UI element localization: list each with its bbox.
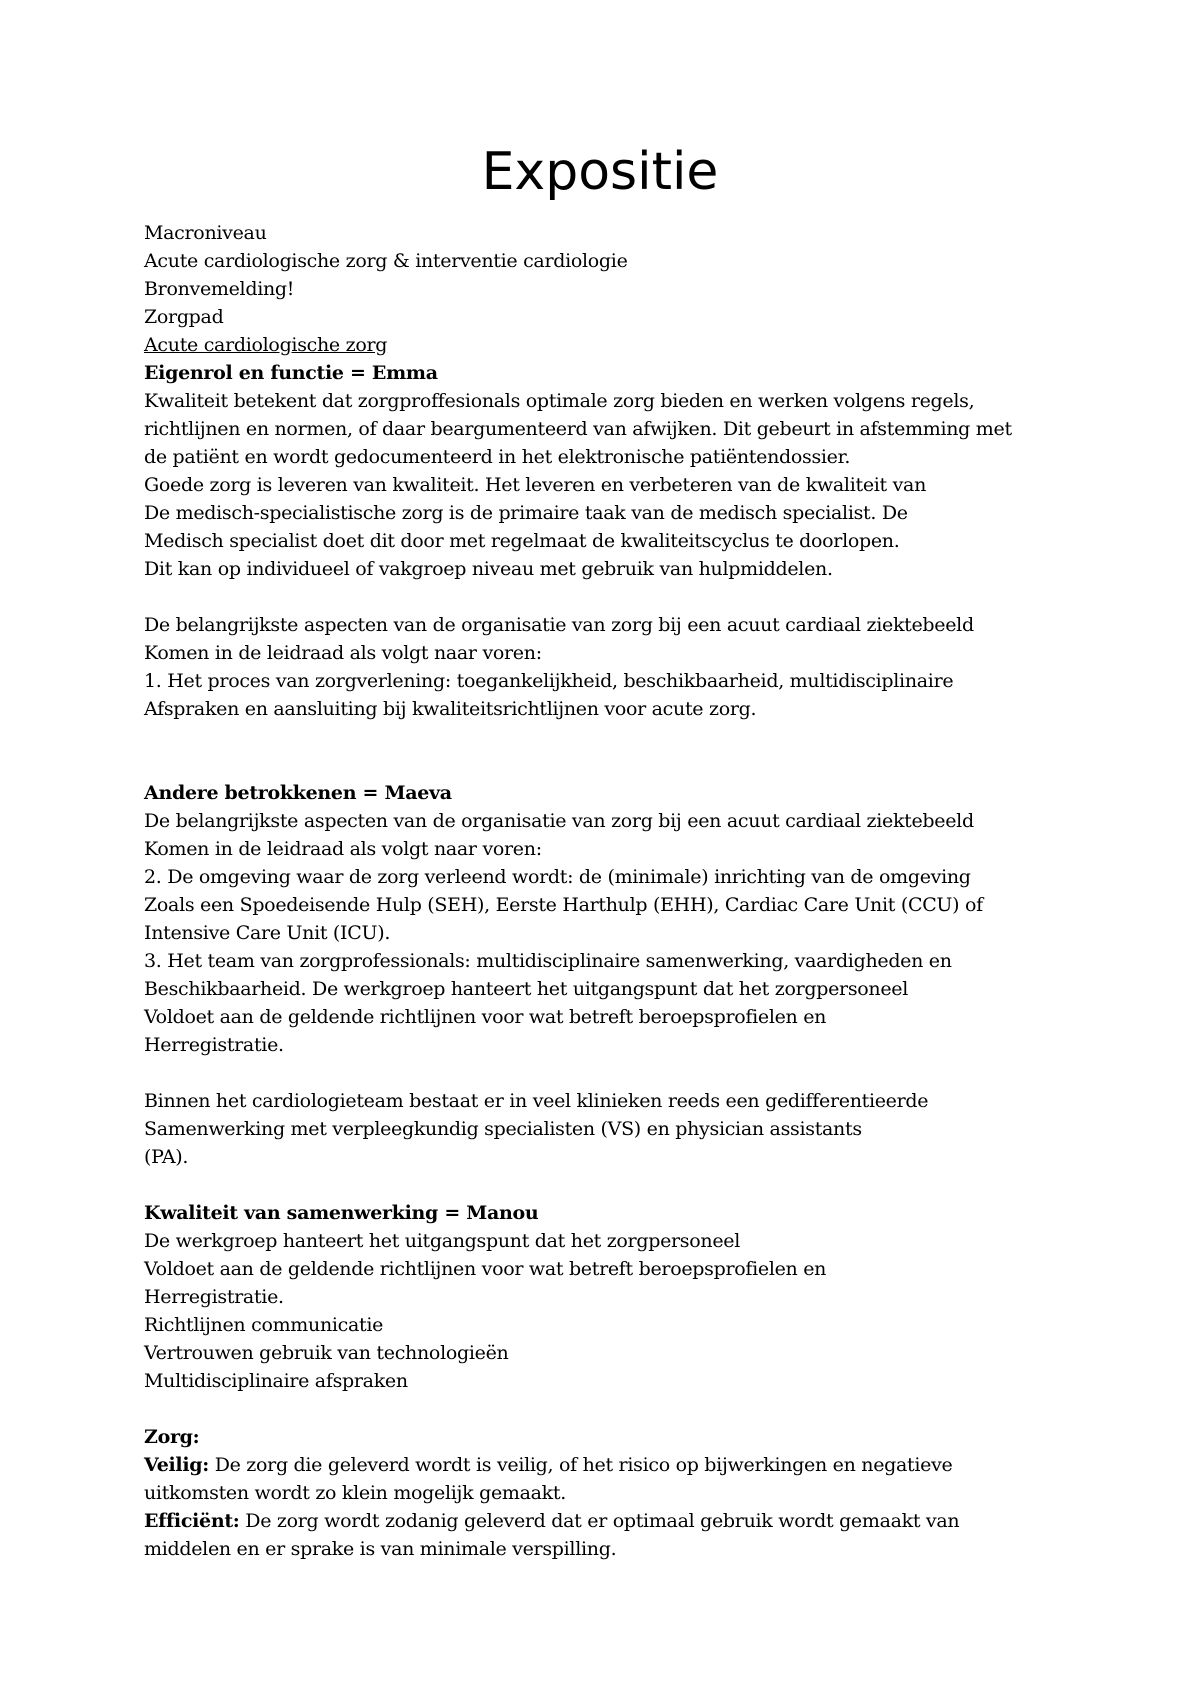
- blank-line: [144, 583, 1084, 611]
- paragraph-line: Afspraken en aansluiting bij kwaliteitsrichtlijnen voor acute zorg.: [144, 698, 757, 720]
- paragraph-line: middelen en er sprake is van minimale verspilling.: [144, 1538, 617, 1560]
- paragraph-line: Beschikbaarheid. De werkgroep hanteert het uitgangspunt dat het zorgpersoneel: [144, 978, 909, 1000]
- paragraph-line: Medisch specialist doet dit door met regelmaat de kwaliteitscyclus te doorlopen.: [144, 530, 900, 552]
- intro-bron: Bronvemelding!: [144, 278, 295, 300]
- paragraph-line: Intensive Care Unit (ICU).: [144, 922, 391, 944]
- efficient-line: [144, 1507, 1084, 1535]
- efficient-label: Efficiënt:: [144, 1510, 240, 1532]
- veilig-text: De zorg die geleverd wordt is veilig, of het risico op bijwerkingen en negatieve: [208, 1454, 953, 1476]
- paragraph-line: Richtlijnen communicatie: [144, 1314, 384, 1336]
- paragraph-line: richtlijnen en normen, of daar beargumenteerd van afwijken. Dit gebeurt in afstemming met: [144, 418, 1012, 440]
- paragraph-line: De medisch-specialistische zorg is de primaire taak van de medisch specialist. De: [144, 502, 908, 524]
- paragraph-line: De belangrijkste aspecten van de organisatie van zorg bij een acuut cardiaal ziektebeeld: [144, 614, 974, 636]
- section-heading-manou: Kwaliteit van samenwerking = Manou: [144, 1202, 539, 1224]
- section-heading-emma: Eigenrol en functie = Emma: [144, 362, 438, 384]
- paragraph-line: Komen in de leidraad als volgt naar voren:: [144, 838, 542, 860]
- paragraph-line: Herregistratie.: [144, 1286, 284, 1308]
- paragraph-line: De belangrijkste aspecten van de organisatie van zorg bij een acuut cardiaal ziektebeeld: [144, 810, 974, 832]
- paragraph-line: Samenwerking met verpleegkundig specialisten (VS) en physician assistants: [144, 1118, 862, 1140]
- veilig-label: Veilig:: [144, 1454, 209, 1476]
- blank-line: [144, 1395, 1084, 1423]
- intro-macro: Macroniveau: [144, 222, 267, 244]
- paragraph-line: 1. Het proces van zorgverlening: toegankelijkheid, beschikbaarheid, multidisciplinaire: [144, 670, 954, 692]
- paragraph-line: uitkomsten wordt zo klein mogelijk gemaakt.: [144, 1482, 566, 1504]
- section-heading-zorg: Zorg:: [144, 1426, 200, 1448]
- intro-subject: Acute cardiologische zorg & interventie cardiologie: [144, 250, 628, 272]
- paragraph-line: Vertrouwen gebruik van technologieën: [144, 1342, 509, 1364]
- intro-zorgpad: Zorgpad: [144, 306, 224, 328]
- paragraph-line: Kwaliteit betekent dat zorgproffesionals optimale zorg bieden en werken volgens regels,: [144, 390, 975, 412]
- page-title: Expositie: [481, 142, 719, 202]
- acute-zorg-link[interactable]: Acute cardiologische zorg: [144, 334, 388, 356]
- blank-line: [144, 1059, 1084, 1087]
- efficient-text: De zorg wordt zodanig geleverd dat er optimaal gebruik wordt gemaakt van: [239, 1510, 960, 1532]
- paragraph-line: Komen in de leidraad als volgt naar voren:: [144, 642, 542, 664]
- paragraph-line: Binnen het cardiologieteam bestaat er in veel klinieken reeds een gedifferentieerde: [144, 1090, 929, 1112]
- paragraph-line: De werkgroep hanteert het uitgangspunt dat het zorgpersoneel: [144, 1230, 740, 1252]
- paragraph-line: (PA).: [144, 1146, 189, 1168]
- paragraph-line: Herregistratie.: [144, 1034, 284, 1056]
- blank-line: [144, 723, 1084, 751]
- veilig-line: [144, 1451, 1084, 1479]
- paragraph-line: Voldoet aan de geldende richtlijnen voor wat betreft beroepsprofielen en: [144, 1006, 827, 1028]
- paragraph-line: Dit kan op individueel of vakgroep niveau met gebruik van hulpmiddelen.: [144, 558, 833, 580]
- blank-line: [144, 1171, 1084, 1199]
- document-body: [144, 219, 1084, 1563]
- paragraph-line: de patiënt en wordt gedocumenteerd in het elektronische patiëntendossier.: [144, 446, 851, 468]
- paragraph-line: Zoals een Spoedeisende Hulp (SEH), Eerste Harthulp (EHH), Cardiac Care Unit (CCU) of: [144, 894, 983, 916]
- paragraph-line: Goede zorg is leveren van kwaliteit. Het leveren en verbeteren van de kwaliteit van: [144, 474, 927, 496]
- blank-line: [144, 751, 1084, 779]
- paragraph-line: Multidisciplinaire afspraken: [144, 1370, 408, 1392]
- paragraph-line: 2. De omgeving waar de zorg verleend wordt: de (minimale) inrichting van de omgeving: [144, 866, 971, 888]
- paragraph-line: Voldoet aan de geldende richtlijnen voor wat betreft beroepsprofielen en: [144, 1258, 827, 1280]
- paragraph-line: 3. Het team van zorgprofessionals: multidisciplinaire samenwerking, vaardigheden en: [144, 950, 952, 972]
- section-heading-maeva: Andere betrokkenen = Maeva: [144, 782, 452, 804]
